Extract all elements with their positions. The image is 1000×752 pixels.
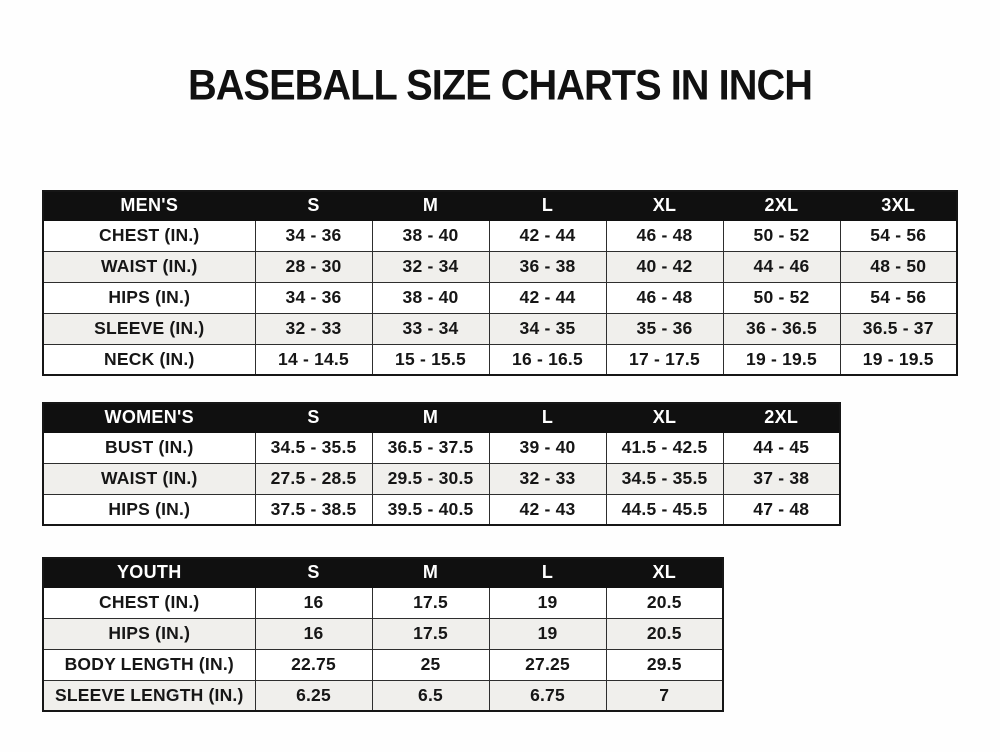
measurement-value: 37 - 38 — [723, 463, 840, 494]
size-column-header: S — [255, 403, 372, 432]
size-column-header: L — [489, 403, 606, 432]
size-column-header: XL — [606, 558, 723, 587]
measurement-value: 34 - 35 — [489, 313, 606, 344]
size-tables-container — [42, 190, 958, 712]
measurement-value: 16 — [255, 587, 372, 618]
measurement-label: WAIST (IN.) — [43, 251, 255, 282]
measurement-value: 20.5 — [606, 618, 723, 649]
measurement-value: 29.5 - 30.5 — [372, 463, 489, 494]
measurement-value: 39.5 - 40.5 — [372, 494, 489, 525]
page-title: BASEBALL SIZE CHARTS IN INCH — [188, 60, 812, 110]
measurement-value: 34 - 36 — [255, 282, 372, 313]
size-column-header: XL — [606, 403, 723, 432]
measurement-value: 50 - 52 — [723, 220, 840, 251]
measurement-value: 19 - 19.5 — [723, 344, 840, 375]
table-row — [43, 282, 957, 313]
measurement-value: 33 - 34 — [372, 313, 489, 344]
table-row — [43, 463, 840, 494]
size-column-header: L — [489, 558, 606, 587]
measurement-value: 16 - 16.5 — [489, 344, 606, 375]
measurement-value: 36 - 38 — [489, 251, 606, 282]
measurement-label: CHEST (IN.) — [43, 587, 255, 618]
table-row — [43, 313, 957, 344]
size-column-header: M — [372, 403, 489, 432]
measurement-value: 27.5 - 28.5 — [255, 463, 372, 494]
measurement-value: 32 - 33 — [255, 313, 372, 344]
measurement-value: 34 - 36 — [255, 220, 372, 251]
size-column-header: 3XL — [840, 191, 957, 220]
measurement-value: 47 - 48 — [723, 494, 840, 525]
measurement-value: 54 - 56 — [840, 282, 957, 313]
measurement-value: 54 - 56 — [840, 220, 957, 251]
measurement-value: 6.75 — [489, 680, 606, 711]
measurement-value: 36.5 - 37 — [840, 313, 957, 344]
measurement-value: 27.25 — [489, 649, 606, 680]
size-column-header: S — [255, 191, 372, 220]
measurement-value: 37.5 - 38.5 — [255, 494, 372, 525]
measurement-label: BUST (IN.) — [43, 432, 255, 463]
measurement-value: 6.25 — [255, 680, 372, 711]
measurement-value: 7 — [606, 680, 723, 711]
youth-size-table — [42, 557, 724, 712]
measurement-label: SLEEVE (IN.) — [43, 313, 255, 344]
table-row — [43, 494, 840, 525]
womens-header-row — [43, 403, 840, 432]
measurement-value: 42 - 43 — [489, 494, 606, 525]
measurement-value: 17.5 — [372, 587, 489, 618]
measurement-value: 19 — [489, 618, 606, 649]
measurement-value: 19 — [489, 587, 606, 618]
size-column-header: M — [372, 191, 489, 220]
mens-size-table — [42, 190, 958, 376]
measurement-value: 17.5 — [372, 618, 489, 649]
measurement-value: 19 - 19.5 — [840, 344, 957, 375]
table-row — [43, 618, 723, 649]
measurement-value: 16 — [255, 618, 372, 649]
measurement-value: 38 - 40 — [372, 282, 489, 313]
size-column-header: XL — [606, 191, 723, 220]
measurement-value: 44 - 46 — [723, 251, 840, 282]
youth-table-title: YOUTH — [43, 558, 255, 587]
table-row — [43, 344, 957, 375]
measurement-value: 42 - 44 — [489, 282, 606, 313]
table-row — [43, 680, 723, 711]
measurement-value: 44.5 - 45.5 — [606, 494, 723, 525]
measurement-label: BODY LENGTH (IN.) — [43, 649, 255, 680]
measurement-value: 46 - 48 — [606, 220, 723, 251]
womens-table-title: WOMEN'S — [43, 403, 255, 432]
size-column-header: 2XL — [723, 191, 840, 220]
measurement-value: 36.5 - 37.5 — [372, 432, 489, 463]
size-column-header: L — [489, 191, 606, 220]
measurement-value: 42 - 44 — [489, 220, 606, 251]
measurement-value: 22.75 — [255, 649, 372, 680]
measurement-label: WAIST (IN.) — [43, 463, 255, 494]
mens-table-title: MEN'S — [43, 191, 255, 220]
table-row — [43, 587, 723, 618]
table-row — [43, 251, 957, 282]
measurement-value: 46 - 48 — [606, 282, 723, 313]
measurement-value: 48 - 50 — [840, 251, 957, 282]
measurement-value: 34.5 - 35.5 — [606, 463, 723, 494]
measurement-value: 39 - 40 — [489, 432, 606, 463]
table-row — [43, 649, 723, 680]
measurement-value: 32 - 33 — [489, 463, 606, 494]
measurement-value: 14 - 14.5 — [255, 344, 372, 375]
measurement-value: 41.5 - 42.5 — [606, 432, 723, 463]
measurement-value: 29.5 — [606, 649, 723, 680]
measurement-value: 34.5 - 35.5 — [255, 432, 372, 463]
table-row — [43, 220, 957, 251]
womens-size-table — [42, 402, 841, 526]
measurement-label: CHEST (IN.) — [43, 220, 255, 251]
mens-header-row — [43, 191, 957, 220]
measurement-value: 15 - 15.5 — [372, 344, 489, 375]
size-column-header: 2XL — [723, 403, 840, 432]
measurement-label: HIPS (IN.) — [43, 618, 255, 649]
measurement-value: 28 - 30 — [255, 251, 372, 282]
measurement-value: 6.5 — [372, 680, 489, 711]
measurement-label: HIPS (IN.) — [43, 494, 255, 525]
measurement-value: 36 - 36.5 — [723, 313, 840, 344]
measurement-value: 44 - 45 — [723, 432, 840, 463]
size-column-header: S — [255, 558, 372, 587]
measurement-value: 38 - 40 — [372, 220, 489, 251]
measurement-value: 35 - 36 — [606, 313, 723, 344]
youth-header-row — [43, 558, 723, 587]
measurement-value: 50 - 52 — [723, 282, 840, 313]
size-column-header: M — [372, 558, 489, 587]
table-row — [43, 432, 840, 463]
measurement-value: 25 — [372, 649, 489, 680]
measurement-value: 32 - 34 — [372, 251, 489, 282]
measurement-value: 40 - 42 — [606, 251, 723, 282]
measurement-label: HIPS (IN.) — [43, 282, 255, 313]
measurement-label: SLEEVE LENGTH (IN.) — [43, 680, 255, 711]
measurement-value: 17 - 17.5 — [606, 344, 723, 375]
measurement-label: NECK (IN.) — [43, 344, 255, 375]
measurement-value: 20.5 — [606, 587, 723, 618]
